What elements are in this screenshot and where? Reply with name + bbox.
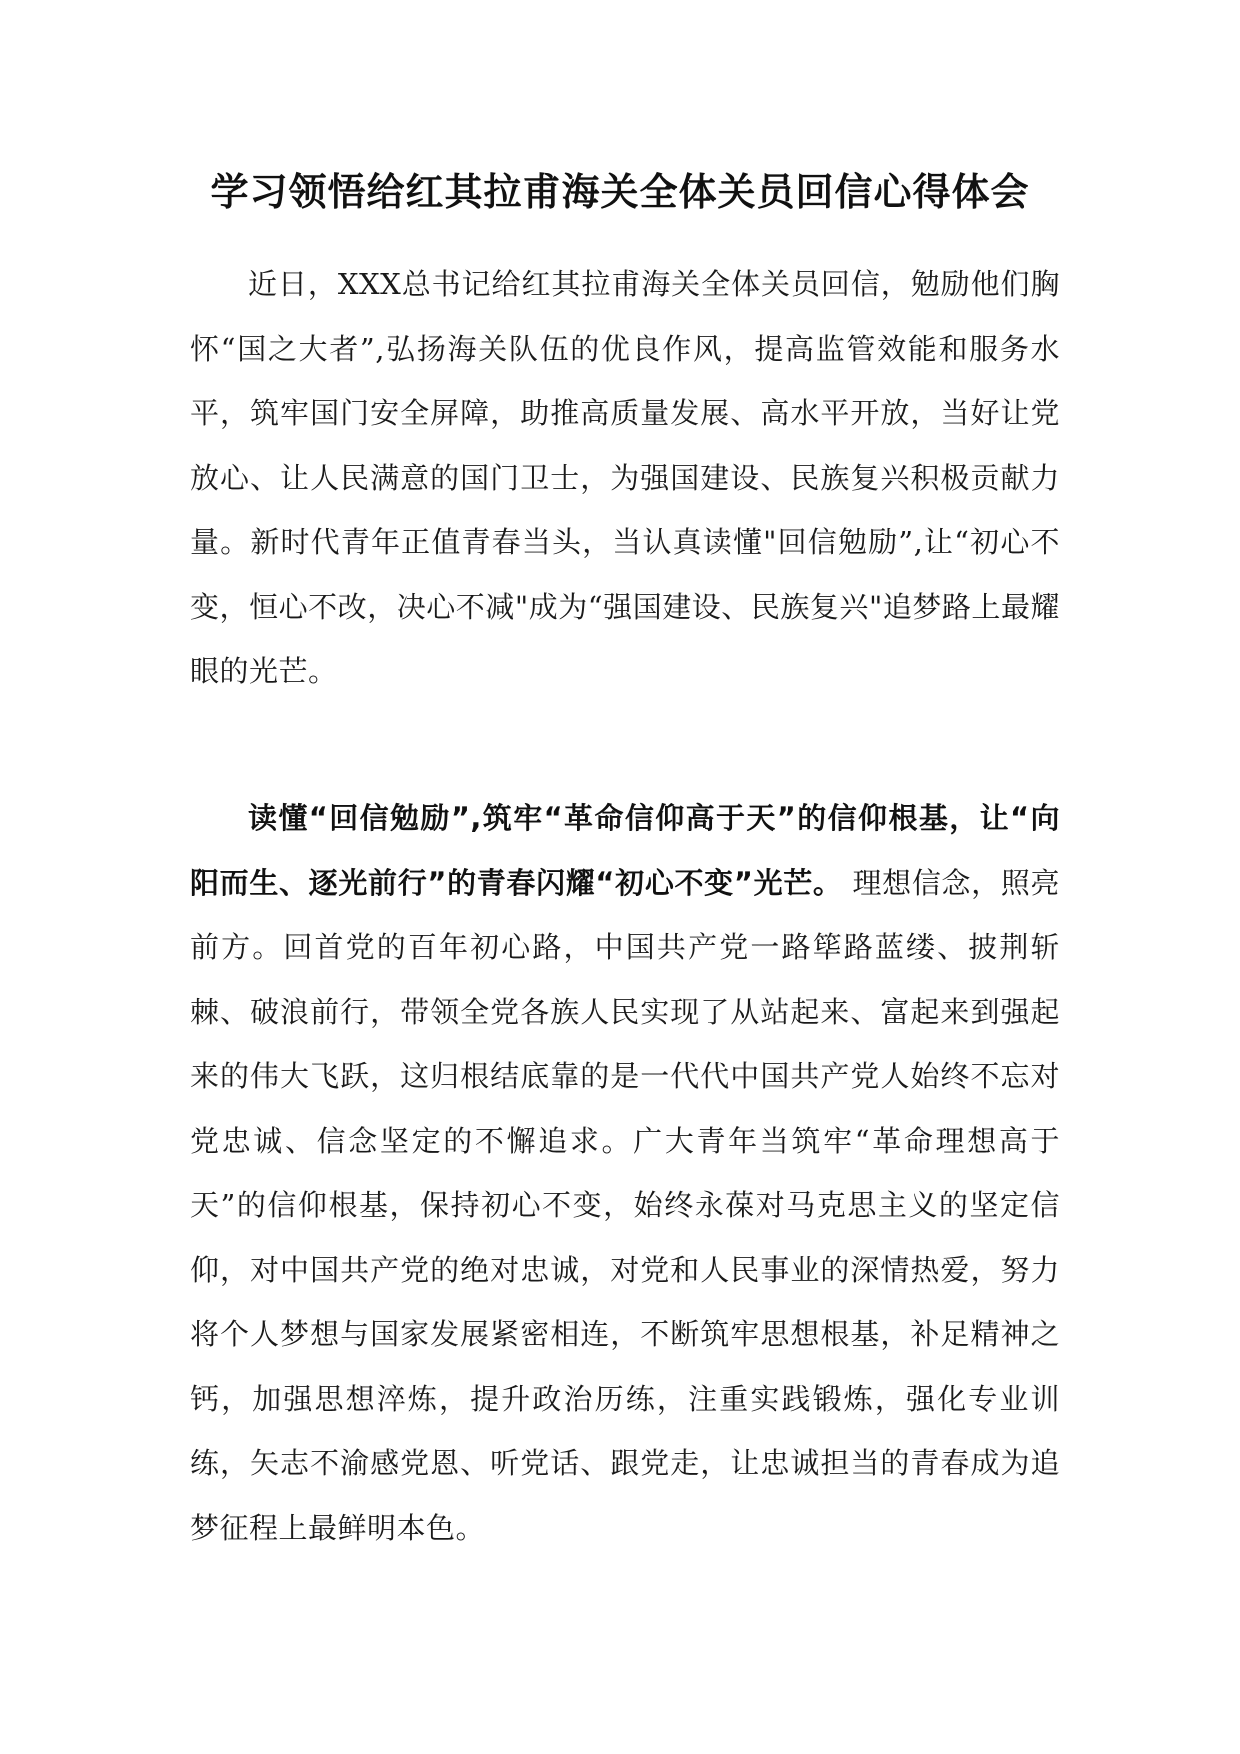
- paragraph-intro: [190, 252, 1060, 704]
- paragraph-text: 理想信念，照亮前方。回首党的百年初心路，中国共产党一路筚路蓝缕、披荆斩棘、破浪前行，带领全党各族人民实现了从站起来、富起来到强起来的伟大飞跃，这归根结底靠的是一代代中国共产党人始终不忘对党忠诚、信念坚定的不懈追求。广大青年当筑牢“革命理想高于天”的信仰根基，保持初心不变，始终永葆对马克思主义的坚定信仰，对中国共产党的绝对忠诚，对党和人民事业的深情热爱，努力将个人梦想与国家发展紧密相连，不断筑牢思想根基，补足精神之钙，加强思想淬炼，提升政治历练，注重实践锻炼，强化专业训练，矢志不渝感党恩、听党话、跟党走，让忠诚担当的青春成为追梦征程上最鲜明本色。: [190, 865, 1061, 1545]
- paragraph-section-1: [190, 786, 1060, 1560]
- paragraph-lead: 读懂“回信勉励”,筑牢“革命信仰高于天”的信仰根基，让“向阳而生、逐光前行”的青春闪耀“初心不变”光芒。: [190, 801, 1060, 900]
- document-title: 学习领悟给红其拉甫海关全体关员回信心得体会: [210, 170, 1030, 214]
- paragraph-text: 近日，XXX总书记给红其拉甫海关全体关员回信，勉励他们胸怀“国之大者”,弘扬海关队伍的优良作风，提高监管效能和服务水平，筑牢国门安全屏障，助推高质量发展、高水平开放，当好让党放心、让人民满意的国门卫士，为强国建设、民族复兴积极贡献力量。新时代青年正值青春当头，当认真读懂"回信勉励”,让“初心不变，恒心不改，决心不减"成为“强国建设、民族复兴"追梦路上最耀眼的光芒。: [190, 267, 1060, 688]
